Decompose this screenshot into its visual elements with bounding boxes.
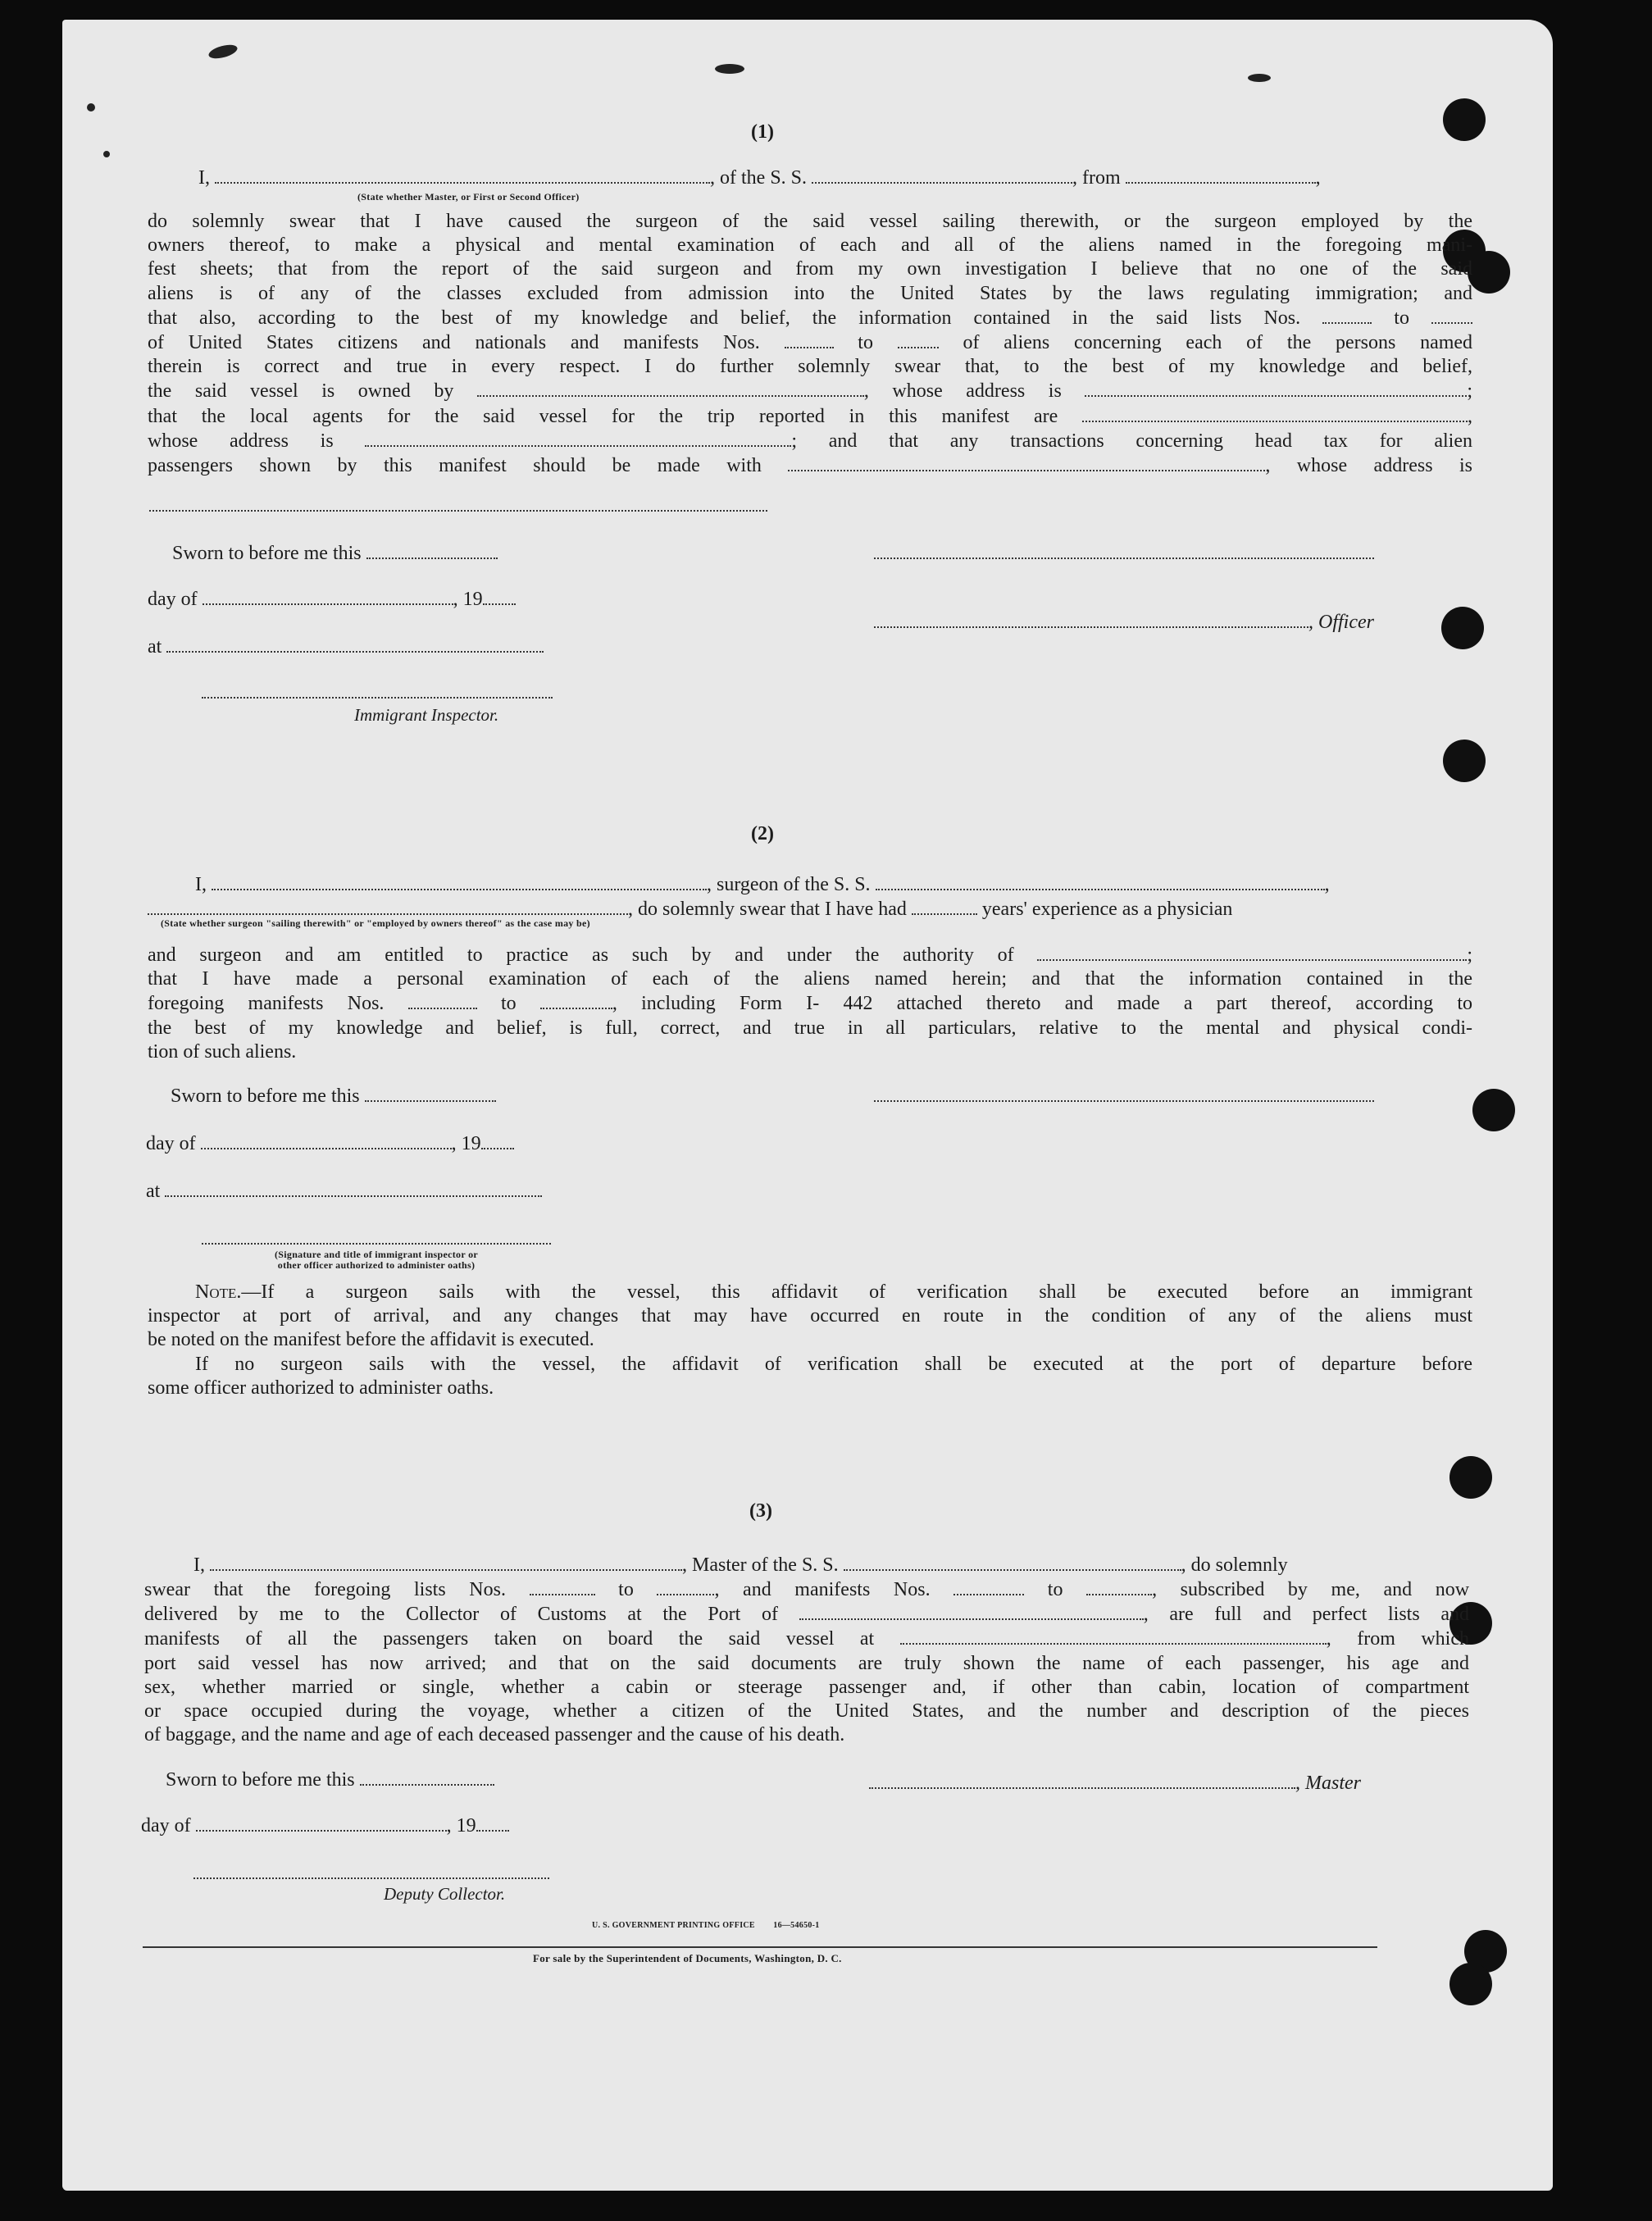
punch-hole <box>1472 1089 1515 1131</box>
s1-at-row <box>148 635 544 659</box>
s2-note-dash: — <box>241 1281 262 1303</box>
s1-oath-line <box>148 429 1472 453</box>
s3-sworn-label: Sworn to before me this <box>166 1769 355 1791</box>
form-page <box>62 20 1553 2191</box>
punch-hole <box>1443 740 1486 782</box>
s2-year-prefix: , 19 <box>451 1133 481 1154</box>
s1-oath-line: owners thereof, to make a physical and mental examination of each and all of the aliens named in the foregoing mani- <box>148 234 1472 257</box>
s2-authority-field[interactable] <box>1037 943 1467 961</box>
s2-years-label: years' experience as a physician <box>981 899 1233 920</box>
ink-blot <box>103 151 110 157</box>
s3-master-label: , Master <box>1295 1773 1361 1794</box>
s1-comma: , <box>1468 405 1472 427</box>
s2-signature-note-line: other officer authorized to administer oaths) <box>277 1259 476 1271</box>
s2-at-field[interactable] <box>165 1179 542 1197</box>
s1-at-label: at <box>148 636 162 658</box>
s1-officer-label: , Officer <box>1308 612 1374 633</box>
printing-office-imprint: U. S. GOVERNMENT PRINTING OFFICE 16—54650-1 <box>592 1921 820 1930</box>
s2-authority-text: and surgeon and am entitled to practice as such by and under the authority of <box>148 944 1014 966</box>
s3-subscribed-text: , subscribed by me, and now <box>1152 1579 1470 1600</box>
s2-note-line: inspector at port of arrival, and any changes that may have occurred en route in the condition of any of the aliens must <box>148 1305 1472 1327</box>
s1-lists-to-field[interactable] <box>1431 306 1472 324</box>
s1-officer-signature-line[interactable] <box>874 558 1374 559</box>
s3-oath-line <box>144 1577 1469 1602</box>
s1-owned-by: the said vessel is owned by <box>148 380 454 403</box>
s2-manifests-from-field[interactable] <box>408 991 477 1009</box>
s1-lists-text: that also, according to the best of my knowledge and belief, the information contained in the said lists Nos. <box>148 307 1301 329</box>
s2-note-line: If no surgeon sails with the vessel, the affidavit of verification shall be executed at the port of departure before <box>195 1353 1472 1375</box>
s2-inspector-signature-line[interactable] <box>202 1243 551 1245</box>
s3-solemnly: , do solemnly <box>1181 1554 1288 1576</box>
s1-semicolon: ; <box>1467 380 1473 403</box>
s3-lists-from-field[interactable] <box>530 1577 595 1595</box>
s3-deputy-signature-line[interactable] <box>193 1877 549 1879</box>
s3-oath-line: sex, whether married or single, whether a cabin or steerage passenger and, if other than cabin, location of compartment <box>144 1676 1469 1698</box>
s3-taken-on-text: manifests of all the passengers taken on board the said vessel at <box>144 1628 875 1650</box>
s3-year-prefix: , 19 <box>446 1815 476 1836</box>
s1-officer-rank-field[interactable] <box>215 166 710 184</box>
s3-oath-line: port said vessel has now arrived; and that on the said documents are truly shown the name of each passenger, his age and <box>144 1652 1469 1674</box>
s3-from-which-text: , from which <box>1326 1628 1470 1650</box>
s2-surgeon-of: , surgeon of the S. S. <box>707 874 871 895</box>
s2-form-text: , including Form I- 442 attached thereto and made a part thereof, according to <box>612 993 1473 1015</box>
punch-hole <box>1449 1963 1492 2005</box>
s3-day-row <box>141 1814 509 1838</box>
s1-oath-paragraph <box>148 210 1472 478</box>
s1-officer-name-field[interactable] <box>874 610 1308 628</box>
section-3-number: (3) <box>749 1500 772 1522</box>
ink-blot <box>87 103 95 112</box>
s1-manifests-to-field[interactable] <box>898 330 939 348</box>
s1-manifests-text: of United States citizens and nationals and manifests Nos. <box>148 332 760 354</box>
s3-to: to <box>618 1579 634 1600</box>
s3-port-field[interactable] <box>799 1602 1144 1620</box>
s3-deputy-label: Deputy Collector. <box>384 1884 506 1904</box>
s2-oath-line: the best of my knowledge and belief, is full, correct, and true in all particulars, relative to the mental and physical condi- <box>148 1017 1472 1039</box>
punch-hole <box>1441 607 1484 649</box>
s2-oath-line <box>148 943 1472 967</box>
s1-sworn-row <box>172 541 498 566</box>
s3-year-field[interactable] <box>476 1814 509 1832</box>
s1-oath-line <box>148 306 1472 330</box>
s1-year-field[interactable] <box>483 587 516 605</box>
s2-note-line <box>148 1281 1472 1304</box>
s3-oath-line <box>144 1602 1469 1627</box>
s2-semicolon: ; <box>1467 944 1473 966</box>
s2-oath-line <box>148 991 1472 1016</box>
s2-manifests-text: foregoing manifests Nos. <box>148 993 385 1015</box>
s3-oath-line <box>144 1627 1469 1651</box>
s1-of-ss: , of the S. S. <box>710 167 808 189</box>
s3-master-of: , Master of the S. S. <box>682 1554 839 1576</box>
s1-aliens-text: of aliens concerning each of the persons named <box>963 332 1473 354</box>
punch-hole <box>1449 1456 1492 1499</box>
s1-local-agents: that the local agents for the said vessel for the trip reported in this manifest are <box>148 405 1058 427</box>
s3-oath-line: or space occupied during the voyage, whether a citizen of the United States, and the number and description of the pieces <box>144 1700 1469 1723</box>
s1-oath-line: fest sheets; that from the report of the said surgeon and from my own investigation I believe that no one of the said <box>148 258 1472 280</box>
s2-at-label: at <box>146 1181 161 1202</box>
s2-line-1 <box>195 872 1330 897</box>
s1-oath-line <box>148 379 1472 403</box>
s1-at-field[interactable] <box>166 635 544 653</box>
s2-oath-line: that I have made a personal examination of each of the aliens named herein; and that the information contained in the <box>148 968 1472 990</box>
s3-i: I, <box>193 1554 205 1576</box>
s3-to: to <box>1047 1579 1063 1600</box>
s2-manifests-to-field[interactable] <box>540 991 612 1009</box>
s1-oath-line <box>148 330 1472 355</box>
s1-comma: , <box>1315 167 1321 189</box>
s2-day-field[interactable] <box>201 1131 452 1149</box>
s3-sworn-row <box>166 1768 494 1792</box>
s1-whose-address: whose address is <box>148 430 334 452</box>
s1-head-tax-text: ; and that any transactions concerning head tax for alien <box>791 430 1472 452</box>
s1-oath-line <box>148 404 1472 429</box>
s1-oath-line <box>148 453 1472 478</box>
s3-master-name-field[interactable] <box>210 1553 682 1571</box>
s1-i: I, <box>198 167 210 189</box>
s2-day-row <box>146 1131 514 1156</box>
s3-perfect-lists-text: , are full and perfect lists and <box>1143 1604 1470 1626</box>
s3-day-field[interactable] <box>196 1814 447 1832</box>
s3-master-row <box>869 1771 1361 1795</box>
ink-blot <box>207 43 239 61</box>
s2-ship-name-field[interactable] <box>876 872 1325 890</box>
s1-address-continuation-field[interactable] <box>149 510 767 512</box>
s3-day-of-label: day of <box>141 1815 191 1836</box>
s1-to: to <box>858 332 873 354</box>
footer-rule <box>143 1946 1377 1948</box>
s2-note-paragraph <box>148 1281 1472 1400</box>
s2-signature-note <box>202 1249 551 1271</box>
s1-ship-name-field[interactable] <box>812 166 1072 184</box>
s2-surgeon-signature-line[interactable] <box>874 1100 1374 1102</box>
s3-lists-text: swear that the foregoing lists Nos. <box>144 1579 506 1600</box>
s1-passengers-text: passengers shown by this manifest should be made with <box>148 455 762 477</box>
s2-swear: , do solemnly swear that I have had <box>628 899 907 920</box>
punch-hole <box>1443 98 1486 141</box>
s2-sworn-label: Sworn to before me this <box>171 1085 360 1107</box>
s3-port-text: delivered by me to the Collector of Customs at the Port of <box>144 1604 779 1626</box>
s2-note-line: be noted on the manifest before the affidavit is executed. <box>148 1329 594 1351</box>
s1-day-row <box>148 587 516 612</box>
s1-owner-field[interactable] <box>477 379 864 397</box>
s1-oath-line: do solemnly swear that I have caused the surgeon of the said vessel sailing therewith, or the surgeon employed by the <box>148 211 1472 232</box>
s2-surgeon-name-field[interactable] <box>212 872 707 890</box>
s2-i: I, <box>195 874 207 895</box>
s1-line-1 <box>198 166 1321 190</box>
section-1-number: (1) <box>751 121 774 143</box>
s2-comma: , <box>1324 874 1330 895</box>
s3-line-1 <box>193 1553 1288 1577</box>
s1-oath-line: aliens is of any of the classes excluded from admission into the United States by the laws regulating immigration; and <box>148 282 1472 304</box>
s2-to: to <box>500 993 517 1015</box>
s2-note-text: If a surgeon sails with the vessel, this affidavit of verification shall be executed before an immigrant <box>261 1281 1472 1303</box>
s2-oath-line: tion of such aliens. <box>148 1040 297 1063</box>
s2-day-of-label: day of <box>146 1133 196 1154</box>
s2-years-field[interactable] <box>912 897 977 915</box>
s1-owner-address-field[interactable] <box>1085 379 1467 397</box>
s1-to: to <box>1394 307 1409 329</box>
s1-sworn-label: Sworn to before me this <box>172 543 362 564</box>
s1-whose-address: , whose address is <box>863 380 1062 403</box>
s1-lists-from-field[interactable] <box>1322 306 1372 324</box>
s2-note-line: some officer authorized to administer oaths. <box>148 1377 494 1399</box>
s1-agent-address-field[interactable] <box>365 429 791 447</box>
ink-blot <box>715 64 744 74</box>
s3-sworn-field[interactable] <box>360 1768 494 1786</box>
punch-hole <box>1468 251 1510 294</box>
s1-head-tax-party-field[interactable] <box>788 453 1265 471</box>
s2-signature-note-line: (Signature and title of immigrant inspector or <box>274 1249 478 1260</box>
s2-sworn-row <box>171 1084 496 1108</box>
for-sale-notice: For sale by the Superintendent of Documents, Washington, D. C. <box>533 1952 842 1964</box>
s2-year-field[interactable] <box>481 1131 514 1149</box>
s1-day-field[interactable] <box>203 587 453 605</box>
s1-agents-field[interactable] <box>1082 404 1468 422</box>
s1-oath-line: therein is correct and true in every respect. I do further solemnly swear that, to the best of my knowledge and belief, <box>148 356 1472 378</box>
s1-manifests-from-field[interactable] <box>785 330 834 348</box>
s1-year-prefix: , 19 <box>453 589 483 610</box>
s3-master-signature-field[interactable] <box>869 1771 1295 1789</box>
s3-oath-line: of baggage, and the name and age of each deceased passenger and the cause of his death. <box>144 1724 845 1746</box>
s2-note-label: Note. <box>195 1281 242 1303</box>
s3-manifests-text: , and manifests Nos. <box>714 1579 931 1600</box>
s1-inspector-label: Immigrant Inspector. <box>354 705 499 725</box>
s1-officer-row <box>874 610 1374 635</box>
s1-sworn-field[interactable] <box>366 541 498 559</box>
ink-blot <box>1248 74 1271 82</box>
s2-status-note: (State whether surgeon "sailing therewith" or "employed by owners thereof" as the case may be) <box>161 917 590 929</box>
s2-at-row <box>146 1179 542 1204</box>
s3-lists-to-field[interactable] <box>657 1577 714 1595</box>
s1-day-of-label: day of <box>148 589 198 610</box>
s1-from-field[interactable] <box>1126 166 1316 184</box>
s3-departure-port-field[interactable] <box>900 1627 1327 1645</box>
s3-manifests-to-field[interactable] <box>1086 1577 1152 1595</box>
s3-ship-name-field[interactable] <box>844 1553 1181 1571</box>
s2-oath-paragraph <box>148 943 1472 1064</box>
s2-surgeon-status-field[interactable] <box>148 897 628 915</box>
s3-oath-paragraph <box>144 1577 1469 1747</box>
s1-rank-note: (State whether Master, or First or Second Officer) <box>357 191 580 203</box>
s1-from: , from <box>1072 167 1121 189</box>
s1-inspector-signature-line[interactable] <box>202 697 553 699</box>
s3-manifests-from-field[interactable] <box>953 1577 1024 1595</box>
s1-whose-address: , whose address is <box>1265 455 1472 477</box>
section-2-number: (2) <box>751 823 774 844</box>
s2-sworn-field[interactable] <box>365 1084 496 1102</box>
